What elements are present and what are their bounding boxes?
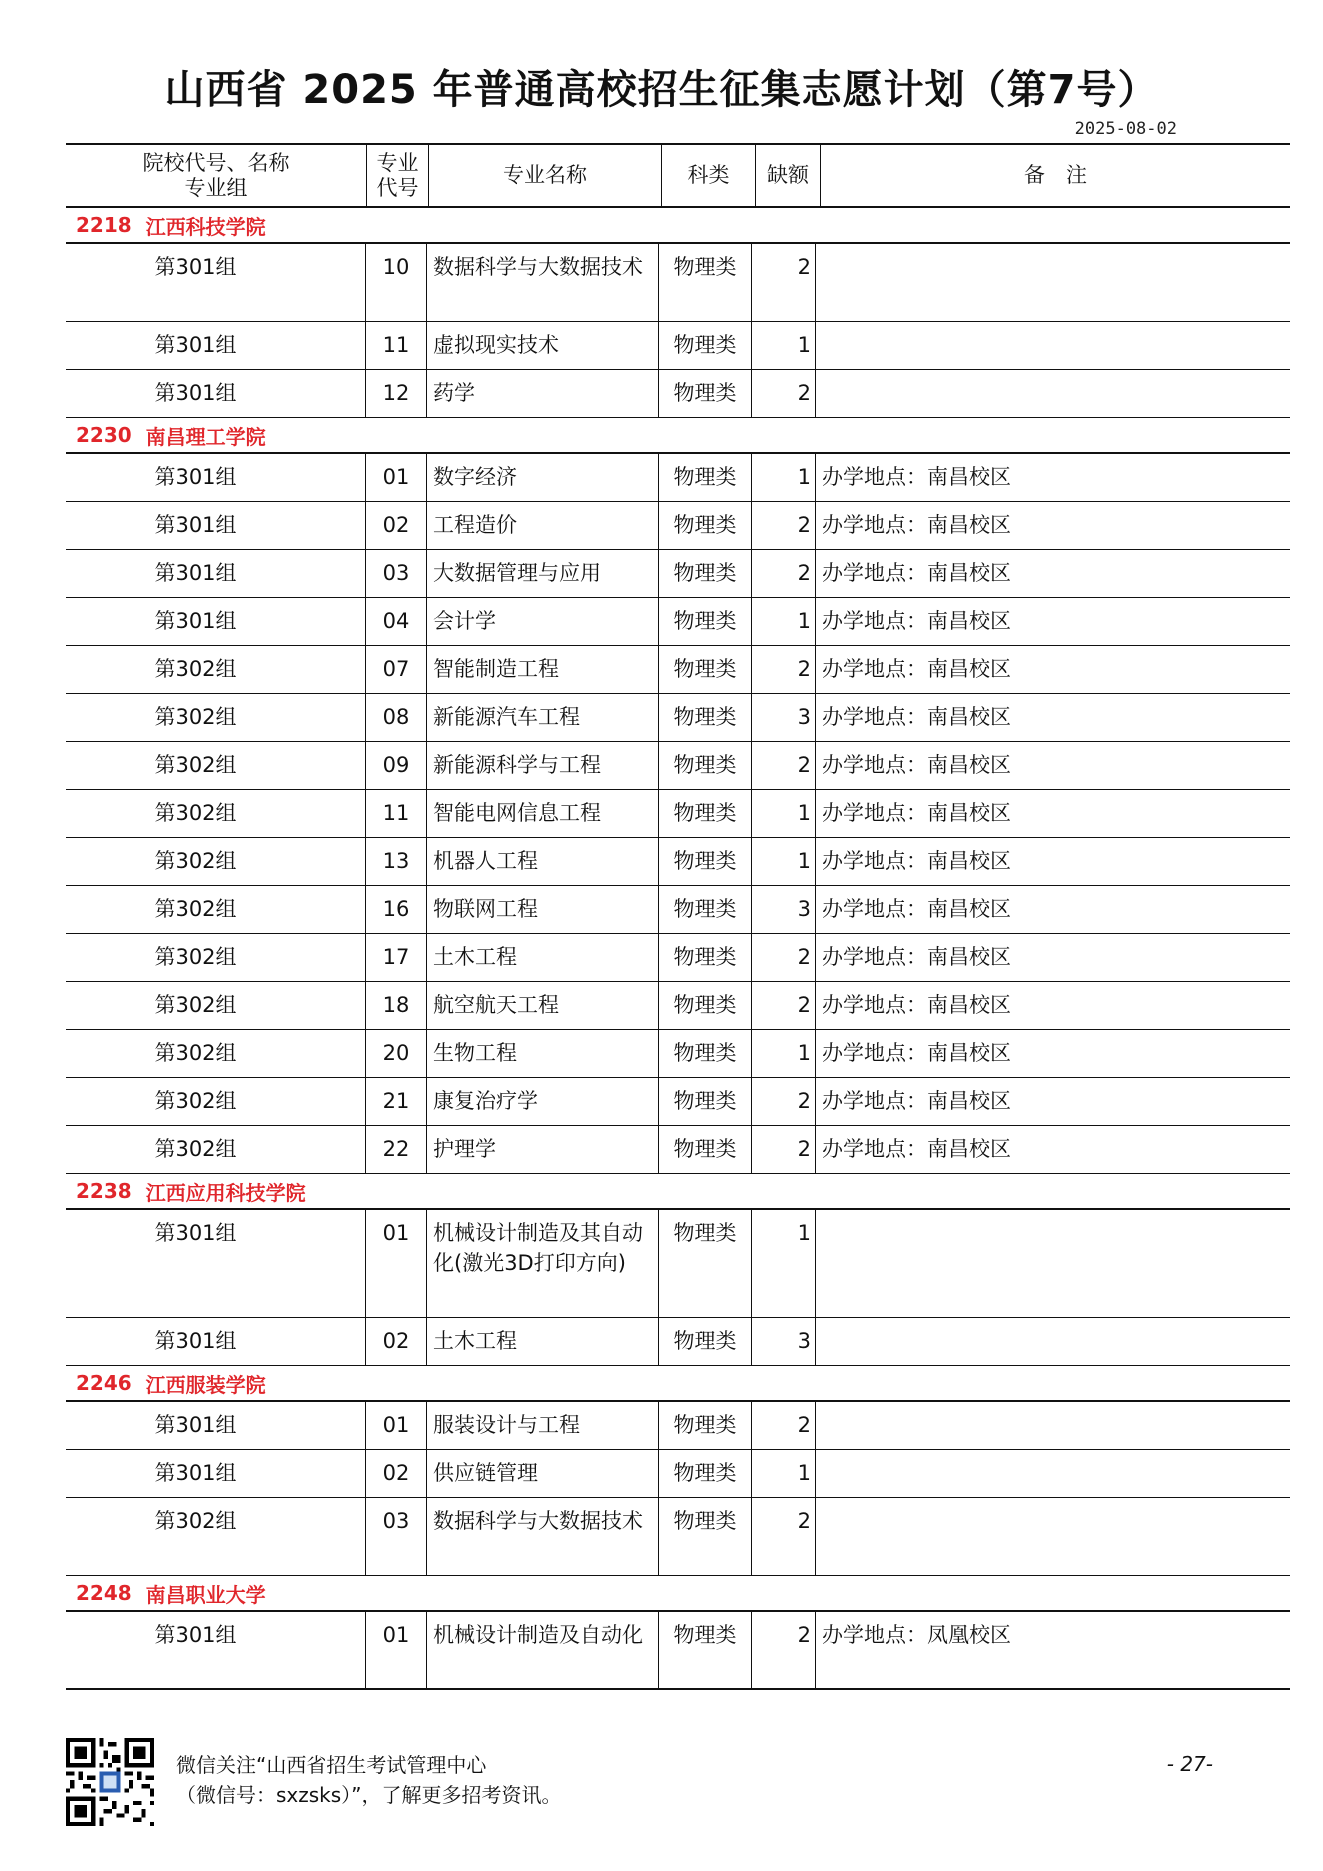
table-row: 第302组 16 物联网工程 物理类 3 办学地点：南昌校区 — [66, 886, 1290, 934]
table-row: 第302组 07 智能制造工程 物理类 2 办学地点：南昌校区 — [66, 646, 1290, 694]
table-row: 第302组 08 新能源汽车工程 物理类 3 办学地点：南昌校区 — [66, 694, 1290, 742]
table-row: 第301组 03 大数据管理与应用 物理类 2 办学地点：南昌校区 — [66, 550, 1290, 598]
school-heading: 2248 南昌职业大学 — [66, 1576, 1290, 1612]
footer-wechat-note: 微信关注“山西省招生考试管理中心 （微信号：sxzsks）”，了解更多招考资讯。 — [176, 1753, 562, 1807]
table-row: 第302组 11 智能电网信息工程 物理类 1 办学地点：南昌校区 — [66, 790, 1290, 838]
table-row: 第302组 20 生物工程 物理类 1 办学地点：南昌校区 — [66, 1030, 1290, 1078]
qr-code-icon — [66, 1738, 154, 1826]
header-major-code: 专业 代号 — [367, 145, 429, 206]
table-row: 第301组 12 药学 物理类 2 — [66, 370, 1290, 418]
page-title: 山西省 2025 年普通高校招生征集志愿计划（第7号） — [164, 67, 1159, 113]
table-header — [66, 143, 1290, 208]
header-remark: 备 注 — [1024, 163, 1087, 187]
school-heading: 2238 江西应用科技学院 — [66, 1174, 1290, 1210]
table-row: 第301组 01 服装设计与工程 物理类 2 — [66, 1402, 1290, 1450]
table-row: 第302组 09 新能源科学与工程 物理类 2 办学地点：南昌校区 — [66, 742, 1290, 790]
plan-table — [66, 143, 1290, 1690]
table-row: 第301组 10 数据科学与大数据技术 物理类 2 — [66, 244, 1290, 322]
table-row: 第301组 02 工程造价 物理类 2 办学地点：南昌校区 — [66, 502, 1290, 550]
school-heading: 2246 江西服装学院 — [66, 1366, 1290, 1402]
table-row: 第301组 01 机械设计制造及自动化 物理类 2 办学地点：凤凰校区 — [66, 1612, 1290, 1690]
table-row: 第301组 02 土木工程 物理类 3 — [66, 1318, 1290, 1366]
table-row: 第301组 04 会计学 物理类 1 办学地点：南昌校区 — [66, 598, 1290, 646]
school-heading: 2230 南昌理工学院 — [66, 418, 1290, 454]
table-row: 第302组 18 航空航天工程 物理类 2 办学地点：南昌校区 — [66, 982, 1290, 1030]
page-number: - 27- — [1166, 1752, 1213, 1776]
publish-date: 2025-08-02 — [1074, 119, 1177, 139]
table-row: 第301组 02 供应链管理 物理类 1 — [66, 1450, 1290, 1498]
table-row: 第301组 01 机械设计制造及其自动化(激光3D打印方向) 物理类 1 — [66, 1210, 1290, 1318]
table-row: 第301组 11 虚拟现实技术 物理类 1 — [66, 322, 1290, 370]
table-row: 第302组 21 康复治疗学 物理类 2 办学地点：南昌校区 — [66, 1078, 1290, 1126]
header-vacancy: 缺额 — [756, 145, 821, 206]
table-row: 第302组 13 机器人工程 物理类 1 办学地点：南昌校区 — [66, 838, 1290, 886]
table-row: 第301组 01 数字经济 物理类 1 办学地点：南昌校区 — [66, 454, 1290, 502]
table-row: 第302组 17 土木工程 物理类 2 办学地点：南昌校区 — [66, 934, 1290, 982]
table-row: 第302组 03 数据科学与大数据技术 物理类 2 — [66, 1498, 1290, 1576]
header-major-name: 专业名称 — [429, 145, 662, 206]
table-row: 第302组 22 护理学 物理类 2 办学地点：南昌校区 — [66, 1126, 1290, 1174]
header-school: 院校代号、名称 专业组 — [66, 145, 367, 206]
header-category: 科类 — [662, 145, 756, 206]
school-heading: 2218 江西科技学院 — [66, 208, 1290, 244]
